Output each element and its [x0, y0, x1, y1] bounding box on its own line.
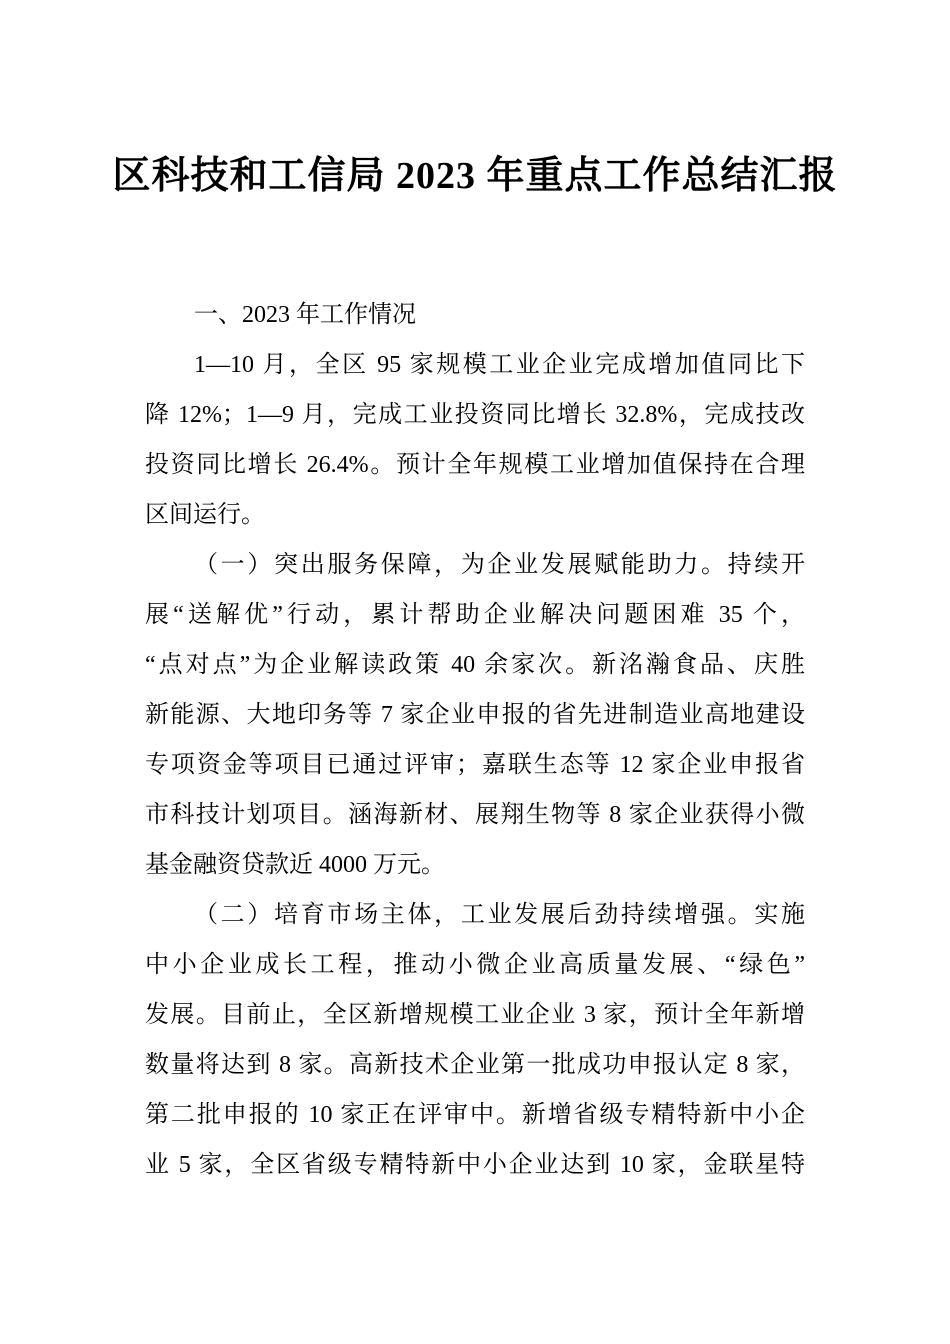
document-body [145, 290, 805, 1190]
paragraph [145, 890, 805, 1190]
document-line: 第二批申报的 10 家正在评审中。新增省级专精特新中小企 [145, 1102, 805, 1128]
document-line: 1—10 月，全区 95 家规模工业企业完成增加值同比下 [194, 352, 805, 378]
paragraph [145, 540, 805, 890]
paragraph [145, 340, 805, 540]
document-line: 一、2023 年工作情况 [194, 302, 416, 328]
document-title: 区科技和工信局 2023 年重点工作总结汇报 [112, 155, 838, 197]
document-line: 区间运行。 [145, 502, 265, 528]
document-line: 降 12%；1—9 月，完成工业投资同比增长 32.8%，完成技改 [145, 402, 805, 428]
document-line: 投资同比增长 26.4%。预计全年规模工业增加值保持在合理 [145, 452, 805, 478]
document-line: （一）突出服务保障，为企业发展赋能助力。持续开 [194, 552, 805, 578]
document-line: 市科技计划项目。涵海新材、展翔生物等 8 家企业获得小微 [145, 802, 805, 828]
document-line: 发展。目前止，全区新增规模工业企业 3 家，预计全年新增 [145, 1002, 805, 1028]
document-line: 专项资金等项目已通过评审；嘉联生态等 12 家企业申报省 [145, 752, 805, 778]
document-line: 数量将达到 8 家。高新技术企业第一批成功申报认定 8 家， [145, 1052, 805, 1078]
document-line: 展“送解优”行动，累计帮助企业解决问题困难 35 个， [145, 602, 805, 628]
document-line: 基金融资贷款近 4000 万元。 [145, 852, 445, 878]
paragraph [145, 290, 805, 340]
document-line: 中小企业成长工程，推动小微企业高质量发展、“绿色” [145, 952, 805, 978]
document-line: “点对点”为企业解读政策 40 余家次。新洺瀚食品、庆胜 [145, 652, 805, 678]
document-line: 业 5 家，全区省级专精特新中小企业达到 10 家，金联星特 [145, 1152, 805, 1178]
document-line: 新能源、大地印务等 7 家企业申报的省先进制造业高地建设 [145, 702, 805, 728]
document-line: （二）培育市场主体，工业发展后劲持续增强。实施 [194, 902, 805, 928]
